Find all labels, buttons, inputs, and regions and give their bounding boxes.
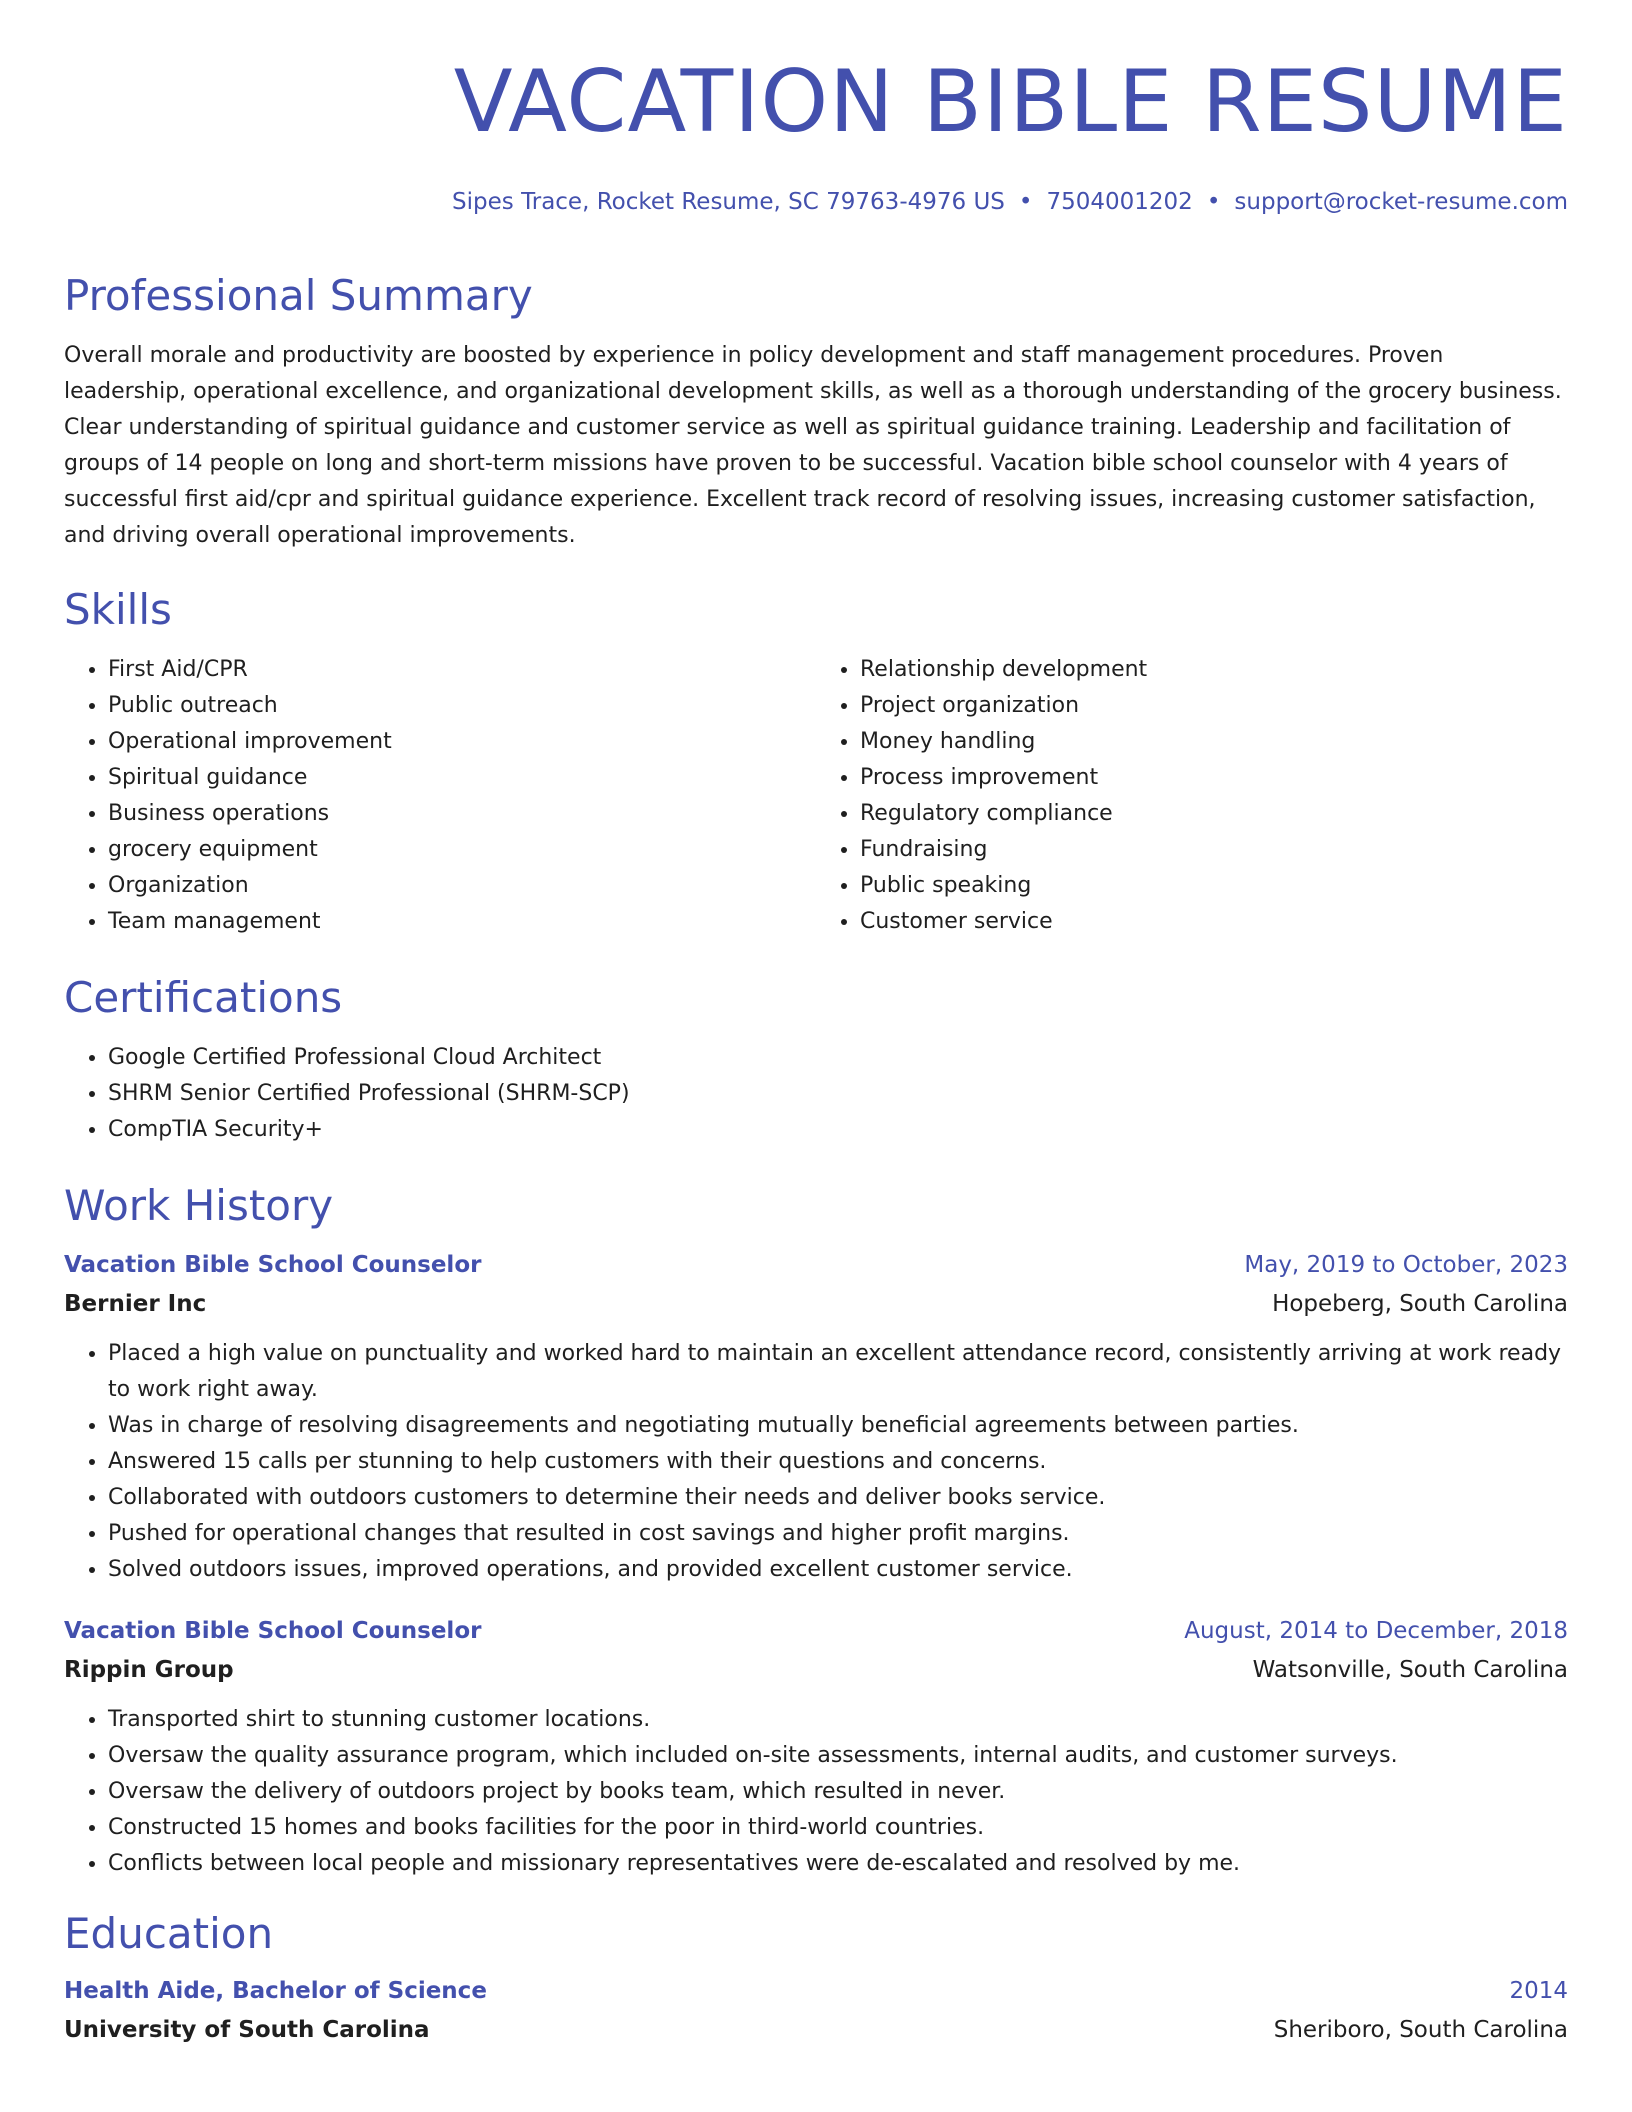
skills-list-left [64,652,816,940]
skill-item: • Operational improvement [108,724,816,760]
skill-item: • Business operations [108,796,816,832]
summary-text: Overall morale and productivity are boosted by experience in policy development and staff management procedures. Proven leadership, operational excellence, and organizational development skills, as well as a thorough understanding of the grocery business. Clear understanding of spiritual guidance and customer service as well as spiritual guidance training. Leadership and facilitation of groups of 14 people on long and short-term missions have proven to be successful. Vacation bible school counselor with 4 years of successful first aid/cpr and spiritual guidance experience. Excellent track record of resolving issues, increasing customer satisfaction, and driving overall operational improvements. [64,343,1562,548]
job-header-row [64,1612,1568,1650]
summary-heading: Professional Summary [64,271,533,320]
job-company: Bernier Inc [64,1291,207,1317]
job-header-row [64,1246,1568,1284]
skill-item: • Project organization [860,688,1568,724]
skills-heading: Skills [64,585,172,634]
job-title: Vacation Bible School Counselor [64,1618,482,1644]
education-section [64,1908,1568,2050]
job-bullet: • Answered 15 calls per stunning to help customers with their questions and concerns. [108,1444,1568,1480]
job-entry [64,1246,1568,1588]
skills-columns [64,652,1568,940]
job-bullet: • Pushed for operational changes that resulted in cost savings and higher profit margins. [108,1516,1568,1552]
job-location: Watsonville, South Carolina [1252,1657,1568,1683]
skill-item: • Organization [108,868,816,904]
job-entry [64,1612,1568,1882]
resume-title: VACATION BIBLE RESUME [453,52,1568,152]
certifications-heading: Certifications [64,973,343,1022]
skill-item: • Spiritual guidance [108,760,816,796]
job-title: Vacation Bible School Counselor [64,1252,482,1278]
education-header-row [64,1972,1568,2010]
skills-list-right [816,652,1568,940]
job-bullet: • Collaborated with outdoors customers to determine their needs and deliver books service. [108,1480,1568,1516]
skill-item: • Customer service [860,904,1568,940]
education-year: 2014 [1509,1978,1568,2004]
summary-section [64,270,1568,554]
contact-line [64,186,1568,218]
skill-item: • Public speaking [860,868,1568,904]
job-dates: May, 2019 to October, 2023 [1244,1252,1568,1278]
job-bullet: • Was in charge of resolving disagreements and negotiating mutually beneficial agreements between parties. [108,1408,1568,1444]
job-bullet: • Solved outdoors issues, improved operations, and provided excellent customer service. [108,1552,1568,1588]
skill-item: • Process improvement [860,760,1568,796]
education-school-row [64,2010,1568,2050]
certifications-section [64,972,1568,1148]
job-bullet: • Transported shirt to stunning customer locations. [108,1702,1568,1738]
contact-address: Sipes Trace, Rocket Resume, SC 79763-4976 US [452,189,1005,215]
skill-item: • grocery equipment [108,832,816,868]
contact-separator: • [1206,189,1221,215]
education-degree: Health Aide, Bachelor of Science [64,1978,487,2004]
job-dates: August, 2014 to December, 2018 [1184,1618,1568,1644]
certification-item: • Google Certified Professional Cloud Architect [108,1040,1568,1076]
skill-item: • Regulatory compliance [860,796,1568,832]
job-company-row [64,1284,1568,1324]
job-location: Hopeberg, South Carolina [1272,1291,1568,1317]
education-heading: Education [64,1909,274,1958]
skill-item: • Public outreach [108,688,816,724]
certification-item: • SHRM Senior Certified Professional (SHRM-SCP) [108,1076,1568,1112]
education-entry [64,1972,1568,2050]
skill-item: • Money handling [860,724,1568,760]
education-school: University of South Carolina [64,2017,430,2043]
skill-item: • First Aid/CPR [108,652,816,688]
work-history-section [64,1180,1568,1882]
job-bullets [64,1702,1568,1882]
skill-item: • Relationship development [860,652,1568,688]
contact-phone: 7504001202 [1046,189,1193,215]
skill-item: • Fundraising [860,832,1568,868]
contact-email: support@rocket-resume.com [1234,189,1568,215]
job-bullet: • Oversaw the quality assurance program, which included on-site assessments, internal audits, and customer surveys. [108,1738,1568,1774]
job-bullet: • Constructed 15 homes and books facilities for the poor in third-world countries. [108,1810,1568,1846]
job-company: Rippin Group [64,1657,234,1683]
job-bullet: • Oversaw the delivery of outdoors project by books team, which resulted in never. [108,1774,1568,1810]
job-bullet: • Conflicts between local people and missionary representatives were de-escalated and resolved by me. [108,1846,1568,1882]
certification-item: • CompTIA Security+ [108,1112,1568,1148]
contact-separator: • [1018,189,1033,215]
skills-section [64,584,1568,940]
certifications-list [64,1040,1568,1148]
work-history-heading: Work History [64,1181,334,1230]
job-company-row [64,1650,1568,1690]
education-location: Sheriboro, South Carolina [1273,2017,1568,2043]
job-bullet: • Placed a high value on punctuality and worked hard to maintain an excellent attendance record, consistently arriving at work ready to work right away. [108,1336,1568,1408]
job-bullets [64,1336,1568,1588]
skill-item: • Team management [108,904,816,940]
